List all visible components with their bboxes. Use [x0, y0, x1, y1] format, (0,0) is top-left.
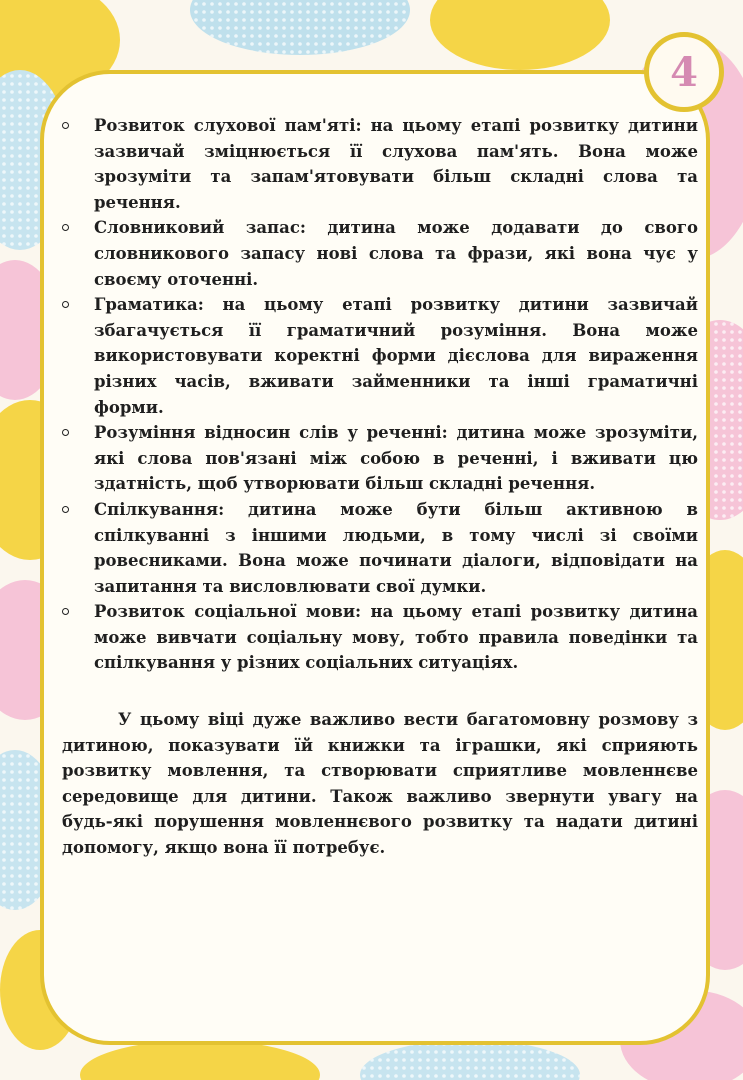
- circle-bullet-icon: [62, 608, 69, 615]
- main-content: [62, 113, 698, 877]
- bullet-list: [62, 113, 698, 676]
- summary-paragraph: У цьому віці дуже важливо вести багатомовну розмову з дитиною, показувати їй книжки та іграшки, які сприяють розвитку мовлення, та створювати сприятливе мовленнєве середовище для дитини. Також важливо звернути увагу на будь-які порушення мовленнєвого розвитку та надати дитині допомогу, якщо вона її потребує.: [62, 710, 698, 858]
- list-item: [62, 215, 698, 292]
- page-number-badge: [644, 32, 724, 112]
- circle-bullet-icon: [62, 224, 69, 231]
- page-number: 4: [670, 48, 698, 96]
- circle-bullet-icon: [62, 122, 69, 129]
- list-item-text: Розвиток слухової пам'яті: на цьому етапі розвитку дитини зазвичай зміцнюється її слухова пам'ять. Вона може зрозуміти та запам'ятовувати більш складні слова та речення.: [94, 116, 698, 212]
- list-item: [62, 113, 698, 215]
- list-item-text: Розвиток соціальної мови: на цьому етапі розвитку дитина може вивчати соціальну мову, тобто правила поведінки та спілкування у різних соціальних ситуаціях.: [94, 602, 698, 673]
- list-item: [62, 599, 698, 676]
- list-item-text: Граматика: на цьому етапі розвитку дитини зазвичай збагачується її граматичний розуміння. Вона може використовувати коректні форми дієслова для вираження різних часів, вживати займенники та інші граматичні форми.: [94, 295, 698, 417]
- circle-bullet-icon: [62, 506, 69, 513]
- list-item-text: Спілкування: дитина може бути більш активною в спілкуванні з іншими людьми, в тому числі зі своїми ровесниками. Вона може починати діалоги, відповідати на запитання та висловлювати свої думки.: [94, 499, 698, 596]
- list-item-text: Словниковий запас: дитина може додавати до свого словникового запасу нові слова та фрази, які вона чує у своєму оточенні.: [94, 218, 698, 289]
- list-item: [62, 292, 698, 420]
- list-item: [62, 497, 698, 599]
- circle-bullet-icon: [62, 301, 69, 308]
- list-item-text: Розуміння відносин слів у реченні: дитина може зрозуміти, які слова пов'язані між собою в реченні, і вживати цю здатність, щоб утворювати більш складні речення.: [94, 423, 698, 494]
- list-item: [62, 420, 698, 497]
- circle-bullet-icon: [62, 429, 69, 436]
